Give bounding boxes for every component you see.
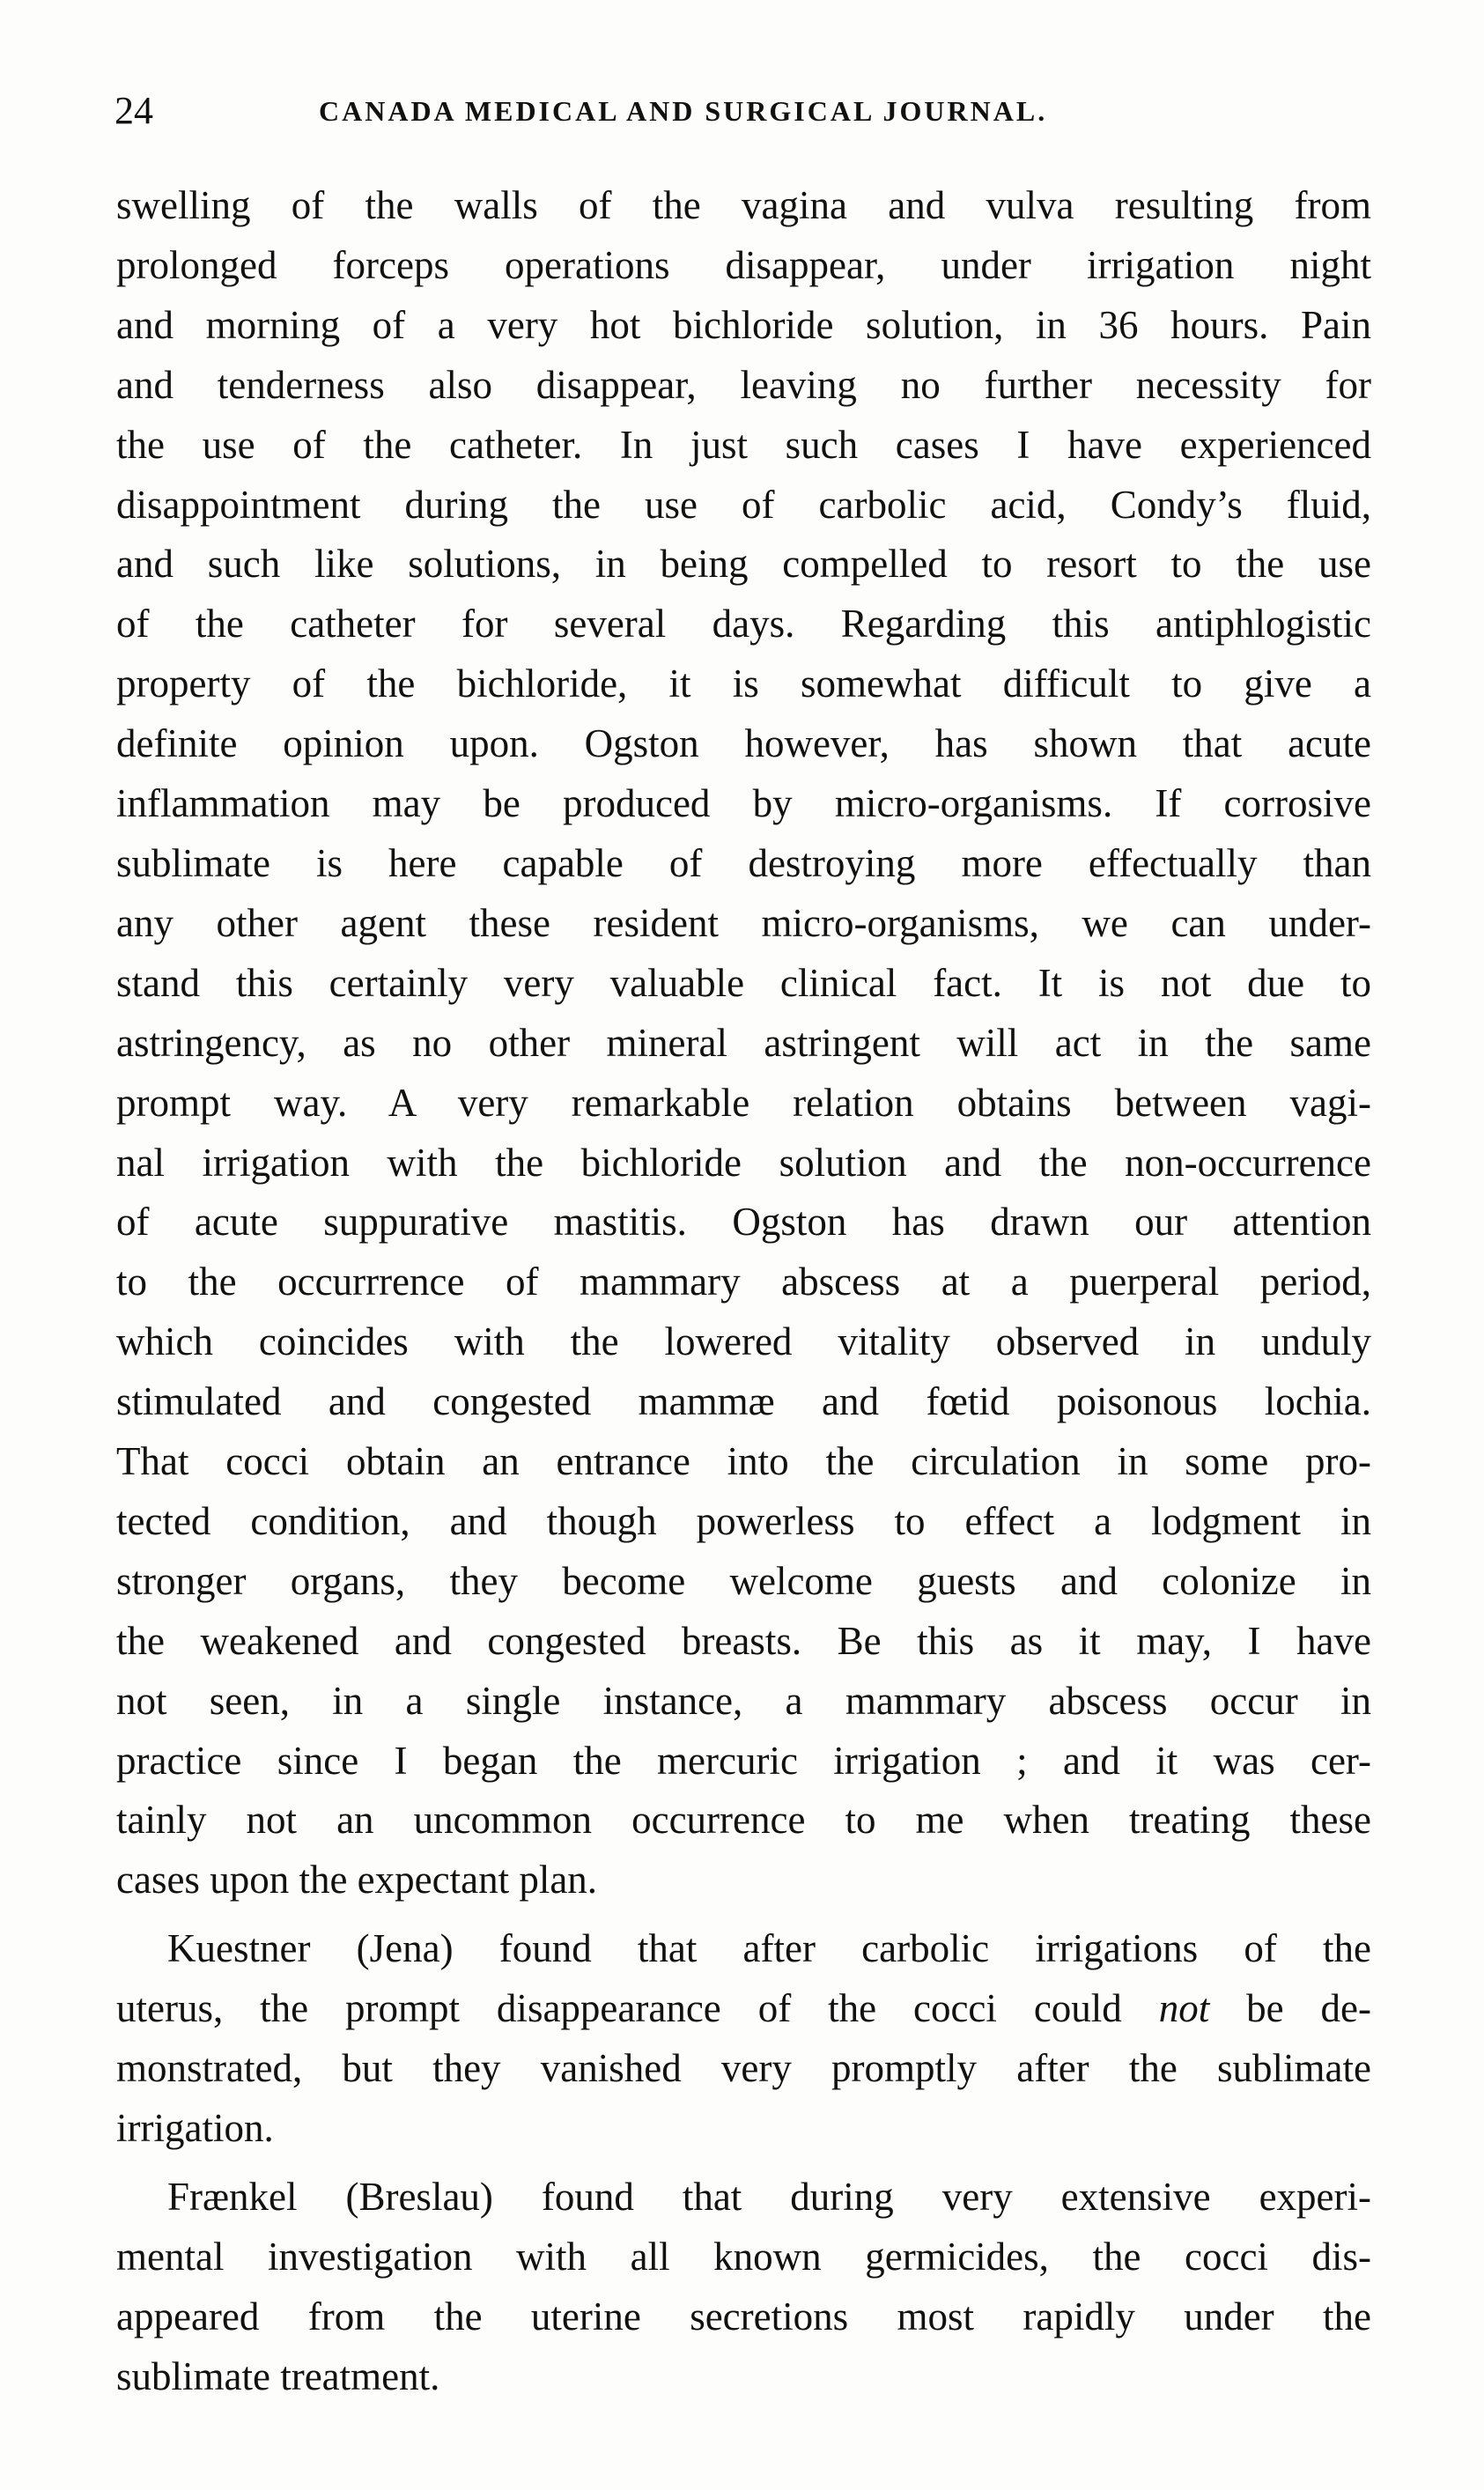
text-line: tainly not an uncommon occurrence to me when treating these <box>116 1798 1371 1843</box>
page-header <box>114 85 1374 137</box>
text-line-with-italic <box>116 1979 1371 2039</box>
text-line: appeared from the uterine secretions most rapidly under the <box>116 2294 1371 2339</box>
text-line: Kuestner (Jena) found that after carbolic irrigations of the <box>167 1926 1371 1971</box>
text-line: mental investigation with all known germicides, the cocci dis- <box>116 2234 1371 2279</box>
body-text <box>116 176 1371 2407</box>
text-line: Frænkel (Breslau) found that during very extensive experi- <box>167 2174 1371 2219</box>
text-line: which coincides with the lowered vitality observed in unduly <box>116 1319 1371 1364</box>
text-line: sublimate is here capable of destroying more effectually than <box>116 840 1371 885</box>
text-line: tected condition, and though powerless to effect a lodgment in <box>116 1498 1371 1543</box>
text-line: the weakened and congested breasts. Be this as it may, I have <box>116 1618 1371 1663</box>
text-line: to the occurrrence of mammary abscess at a puerperal period, <box>116 1260 1371 1304</box>
text-line: property of the bichloride, it is somewhat difficult to give a <box>116 661 1371 706</box>
text-line: stronger organs, they become welcome guests and colonize in <box>116 1558 1371 1603</box>
text-line: and such like solutions, in being compelled to resort to the use <box>116 542 1371 587</box>
paragraph-2 <box>116 1919 1371 2159</box>
text-line: nal irrigation with the bichloride solution and the non-occurrence <box>116 1140 1371 1185</box>
text-line: astringency, as no other mineral astringent will act in the same <box>116 1020 1371 1065</box>
text-line: cases upon the expectant plan. <box>116 1858 598 1903</box>
italic-word: not <box>1158 1986 1210 2031</box>
text-line: inflammation may be produced by micro-organisms. If corrosive <box>116 781 1371 826</box>
text-line: practice since I began the mercuric irrigation ; and it was cer- <box>116 1738 1371 1783</box>
text-line: and morning of a very hot bichloride solution, in 36 hours. Pain <box>116 302 1371 347</box>
text-line: prolonged forceps operations disappear, under irrigation night <box>116 242 1371 287</box>
text-line: monstrated, but they vanished very promptly after the sublimate <box>116 2046 1371 2091</box>
text-line: swelling of the walls of the vagina and vulva resulting from <box>116 183 1371 227</box>
paragraph-1 <box>116 176 1371 1910</box>
text-line: any other agent these resident micro-organisms, we can under- <box>116 900 1371 945</box>
text-fragment: be de- <box>1246 1986 1372 2031</box>
paragraph-3 <box>116 2168 1371 2407</box>
text-line: and tenderness also disappear, leaving no further necessity for <box>116 362 1371 407</box>
running-head: CANADA MEDICAL AND SURGICAL JOURNAL. <box>319 95 1048 127</box>
text-line: definite opinion upon. Ogston however, has shown that acute <box>116 721 1371 766</box>
text-line: not seen, in a single instance, a mammary abscess occur in <box>116 1678 1371 1723</box>
text-line: That cocci obtain an entrance into the circulation in some pro- <box>116 1439 1371 1484</box>
text-line: sublimate treatment. <box>116 2353 440 2398</box>
page-number: 24 <box>114 89 153 132</box>
text-fragment: uterus, the prompt disappearance of the cocci could <box>116 1986 1122 2031</box>
text-line: prompt way. A very remarkable relation obtains between vagi- <box>116 1080 1371 1125</box>
text-line: stimulated and congested mammæ and fœtid poisonous lochia. <box>116 1379 1371 1424</box>
text-line: the use of the catheter. In just such cases I have experienced <box>116 422 1371 467</box>
text-line: irrigation. <box>116 2106 274 2150</box>
text-line: disappointment during the use of carbolic acid, Condy’s fluid, <box>116 482 1371 527</box>
text-line: of the catheter for several days. Regarding this antiphlogistic <box>116 602 1371 647</box>
text-line: stand this certainly very valuable clinical fact. It is not due to <box>116 960 1371 1005</box>
text-line: of acute suppurative mastitis. Ogston has drawn our attention <box>116 1200 1371 1245</box>
